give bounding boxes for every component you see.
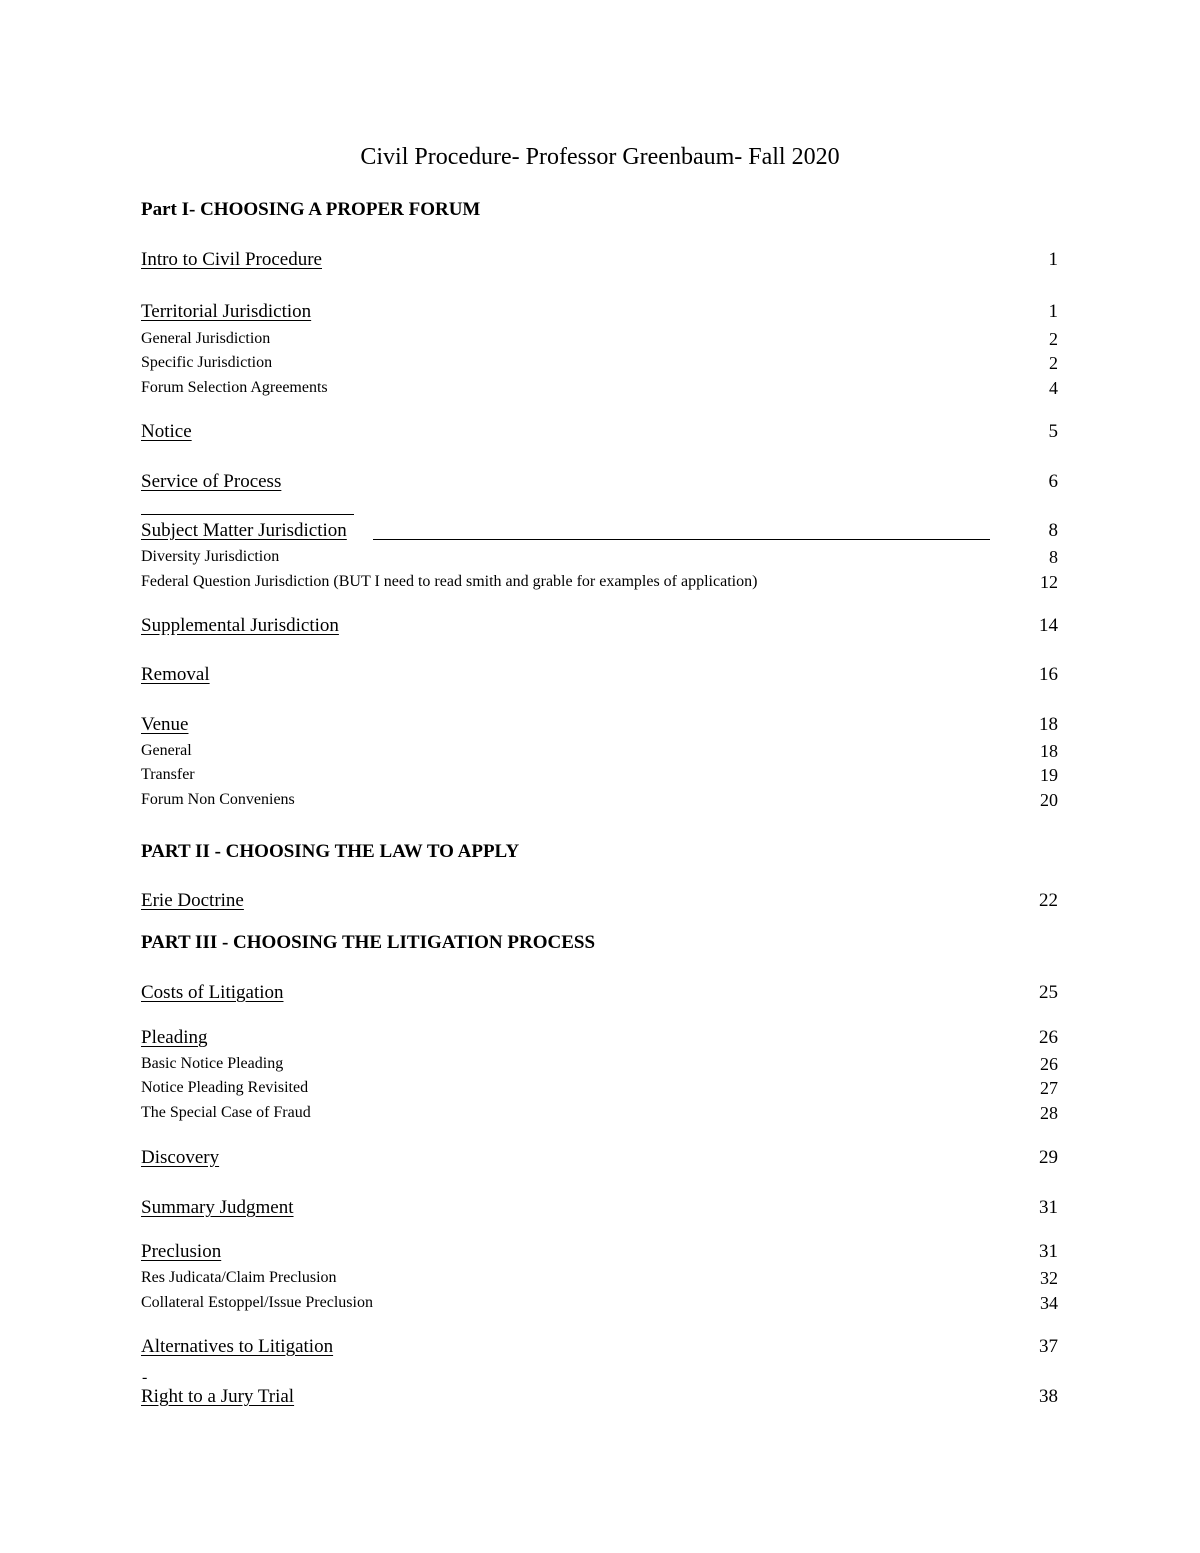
toc-entry-page: 22 [1039,890,1058,911]
toc-subentry-notice-pleading-revisited [141,1075,1058,1099]
toc-entry-page: 8 [1048,520,1058,541]
toc-subentry-forum-non-conveniens [141,787,1058,811]
toc-subentry-collateral-estoppel [141,1290,1058,1314]
toc-entry-page: 31 [1039,1197,1058,1218]
toc-entry-erie-doctrine [141,889,1058,913]
toc-entry-page: 32 [1040,1268,1058,1288]
toc-entry-summary-judgment [141,1196,1058,1220]
toc-subentry-special-case-of-fraud [141,1100,1058,1124]
toc-subentry-federal-question [141,569,1058,593]
toc-entry-page: 26 [1039,1027,1058,1048]
toc-entry-label: Transfer [141,766,195,783]
toc-entry-removal [141,663,1058,687]
toc-entry-page: 29 [1039,1147,1058,1168]
toc-entry-label: Discovery [141,1147,220,1168]
toc-entry-label: The Special Case of Fraud [141,1104,311,1121]
toc-entry-label: Basic Notice Pleading [141,1055,284,1072]
toc-entry-label: General Jurisdiction [141,330,271,347]
toc-entry-preclusion [141,1240,1058,1264]
toc-entry-page: 19 [1040,765,1058,785]
toc-entry-page: 12 [1040,572,1058,592]
divider-line [141,514,354,515]
toc-entry-page: 6 [1048,471,1058,492]
toc-entry-venue [141,713,1058,737]
toc-entry-label: Preclusion [141,1241,222,1262]
toc-entry-page: 34 [1040,1293,1058,1313]
toc-entry-page: 4 [1049,378,1058,398]
toc-entry-territorial-jurisdiction [141,300,1058,324]
toc-entry-page: 1 [1048,249,1058,270]
toc-entry-notice [141,420,1058,444]
underline-extension [373,539,990,540]
toc-entry-page: 31 [1039,1241,1058,1262]
toc-entry-label: Notice [141,421,192,442]
toc-entry-page: 26 [1040,1054,1058,1074]
toc-subentry-specific-jurisdiction [141,350,1058,374]
toc-entry-service-of-process [141,470,1058,494]
toc-entry-intro [141,248,1058,272]
toc-entry-costs-of-litigation [141,981,1058,1005]
toc-entry-page: 18 [1040,741,1058,761]
toc-entry-page: 28 [1040,1103,1058,1123]
toc-entry-label: Forum Selection Agreements [141,379,328,396]
toc-entry-label: Summary Judgment [141,1197,294,1218]
toc-entry-label: Collateral Estoppel/Issue Preclusion [141,1294,373,1311]
toc-subentry-diversity-jurisdiction [141,544,1058,568]
document-title: Civil Procedure- Professor Greenbaum- Fall 2020 [360,144,840,170]
toc-entry-page: 1 [1048,301,1058,322]
toc-entry-label: Territorial Jurisdiction [141,301,312,322]
toc-entry-label: Notice Pleading Revisited [141,1079,309,1096]
toc-entry-right-to-jury-trial [141,1385,1058,1409]
toc-entry-page: 38 [1039,1386,1058,1407]
toc-entry-page: 2 [1049,353,1058,373]
toc-entry-label: Forum Non Conveniens [141,791,295,808]
toc-entry-label: Service of Process [141,471,282,492]
toc-entry-label: Removal [141,664,210,685]
toc-subentry-basic-notice-pleading [141,1051,1058,1075]
toc-entry-label: Res Judicata/Claim Preclusion [141,1269,337,1286]
toc-entry-page: 20 [1040,790,1058,810]
toc-entry-label: General [141,742,192,759]
toc-entry-supplemental-jurisdiction [141,614,1058,638]
toc-entry-label: Venue [141,714,189,735]
part-2-heading: PART II - CHOOSING THE LAW TO APPLY [141,841,520,862]
toc-entry-page: 14 [1039,615,1058,636]
toc-entry-label: Diversity Jurisdiction [141,548,280,565]
toc-entry-label: Pleading [141,1027,208,1048]
part-3-heading: PART III - CHOOSING THE LITIGATION PROCESS [141,932,596,953]
toc-entry-label: Subject Matter Jurisdiction [141,520,347,541]
toc-entry-page: 16 [1039,664,1058,685]
toc-subentry-res-judicata [141,1265,1058,1289]
toc-entry-pleading [141,1026,1058,1050]
toc-entry-label: Specific Jurisdiction [141,354,273,371]
toc-entry-page: 27 [1040,1078,1058,1098]
toc-entry-label: Right to a Jury Trial [141,1386,295,1407]
toc-entry-page: 8 [1049,547,1058,567]
toc-entry-alternatives-to-litigation [141,1335,1058,1359]
stray-dash: - [142,1369,148,1386]
part-1-heading: Part I- CHOOSING A PROPER FORUM [141,199,481,220]
toc-subentry-general-jurisdiction [141,326,1058,350]
toc-subentry-forum-selection [141,375,1058,399]
toc-entry-page: 37 [1039,1336,1058,1357]
toc-entry-label: Alternatives to Litigation [141,1336,334,1357]
toc-entry-discovery [141,1146,1058,1170]
toc-entry-label: Supplemental Jurisdiction [141,615,339,636]
toc-entry-label: Erie Doctrine [141,890,244,911]
toc-entry-label: Federal Question Jurisdiction (BUT I need to read smith and grable for examples of application) [141,573,758,590]
toc-entry-page: 18 [1039,714,1058,735]
toc-subentry-general [141,738,1058,762]
toc-entry-label: Costs of Litigation [141,982,284,1003]
toc-entry-page: 25 [1039,982,1058,1003]
toc-entry-label: Intro to Civil Procedure [141,249,322,270]
toc-entry-page: 2 [1049,329,1058,349]
toc-subentry-transfer [141,762,1058,786]
toc-entry-page: 5 [1048,421,1058,442]
